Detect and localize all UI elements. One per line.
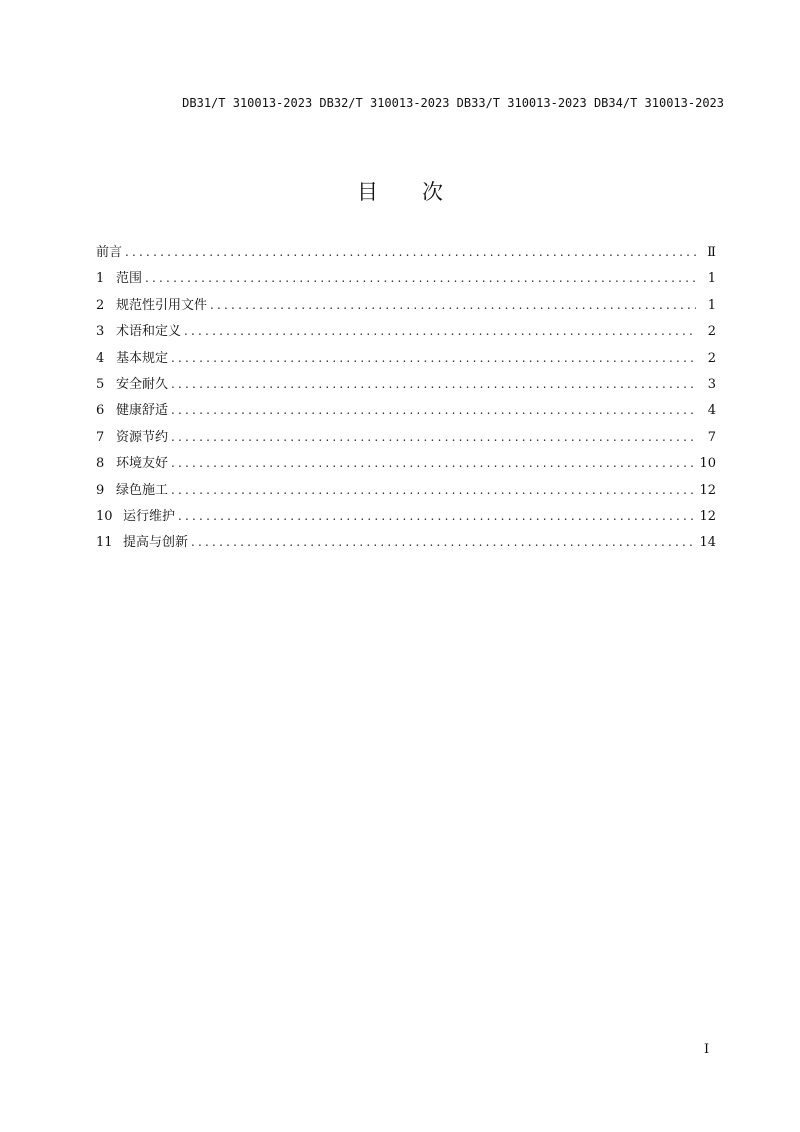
toc-entry-page: 14	[699, 535, 716, 551]
toc-entry-label: 安全耐久	[116, 376, 169, 392]
toc-leader-dots	[171, 403, 696, 417]
toc-entry-label: 基本规定	[116, 350, 169, 366]
toc-entry-page: Ⅱ	[707, 245, 716, 260]
toc-leader-dots	[191, 535, 695, 549]
standard-code-header: DB31/T 310013-2023 DB32/T 310013-2023 DB33/T 310013-2023 DB34/T 310013-2023	[182, 96, 724, 110]
toc-entry-10[interactable]	[96, 505, 716, 531]
toc-entry-number: 1	[96, 271, 105, 287]
toc-entry-page: 10	[699, 456, 716, 472]
toc-leader-dots	[171, 483, 695, 497]
toc-entry-label: 规范性引用文件	[116, 297, 208, 313]
toc-entry-page: 4	[707, 403, 716, 419]
page-number: I	[704, 1042, 710, 1057]
toc-entry-label: 范围	[116, 271, 143, 287]
toc-leader-dots	[171, 456, 695, 470]
toc-entry-number: 11	[96, 535, 113, 551]
toc-entry-page: 2	[707, 350, 716, 366]
toc-entry-page: 3	[707, 376, 716, 392]
toc-entry-1[interactable]	[96, 267, 716, 293]
toc-entry-label: 健康舒适	[116, 403, 169, 419]
toc-entry-number: 4	[96, 350, 105, 366]
toc-leader-dots	[178, 509, 695, 523]
toc-entry-3[interactable]	[96, 320, 716, 346]
toc-leader-dots	[210, 298, 696, 312]
toc-entry-page: 7	[707, 429, 716, 445]
toc-entry-8[interactable]	[96, 452, 716, 478]
toc-entry-label: 提高与创新	[123, 535, 189, 551]
toc-entry-number: 7	[96, 429, 105, 445]
toc-entry-label: 前言	[96, 245, 123, 260]
toc-entry-label: 术语和定义	[116, 324, 182, 340]
toc-entry-page: 1	[707, 271, 716, 287]
toc-entry-number: 8	[96, 456, 105, 472]
toc-entry-6[interactable]	[96, 399, 716, 425]
toc-leader-dots	[145, 271, 696, 285]
toc-entry-11[interactable]	[96, 531, 716, 557]
toc-entry-2[interactable]	[96, 294, 716, 320]
toc-entry-9[interactable]	[96, 479, 716, 505]
toc-entry-label: 运行维护	[123, 508, 176, 524]
toc-entry-page: 12	[699, 508, 716, 524]
toc-entry-number: 10	[96, 508, 113, 524]
toc-list	[96, 241, 716, 558]
toc-leader-dots	[184, 324, 696, 338]
toc-entry-page: 12	[699, 482, 716, 498]
toc-entry-number: 3	[96, 324, 105, 340]
toc-entry-number: 5	[96, 376, 105, 392]
toc-entry-7[interactable]	[96, 426, 716, 452]
toc-leader-dots	[125, 245, 696, 259]
toc-entry-label: 环境友好	[116, 456, 169, 472]
toc-entry-4[interactable]	[96, 347, 716, 373]
toc-leader-dots	[171, 377, 696, 391]
toc-entry-5[interactable]	[96, 373, 716, 399]
toc-entry-label: 绿色施工	[116, 482, 169, 498]
toc-title: 目次	[357, 180, 487, 204]
toc-leader-dots	[171, 351, 696, 365]
toc-entry-number: 9	[96, 482, 105, 498]
toc-leader-dots	[171, 430, 696, 444]
toc-entry-foreword[interactable]	[96, 241, 716, 267]
toc-entry-page: 2	[707, 324, 716, 340]
toc-entry-number: 6	[96, 403, 105, 419]
toc-entry-label: 资源节约	[116, 429, 169, 445]
toc-entry-number: 2	[96, 297, 105, 313]
toc-entry-page: 1	[707, 297, 716, 313]
